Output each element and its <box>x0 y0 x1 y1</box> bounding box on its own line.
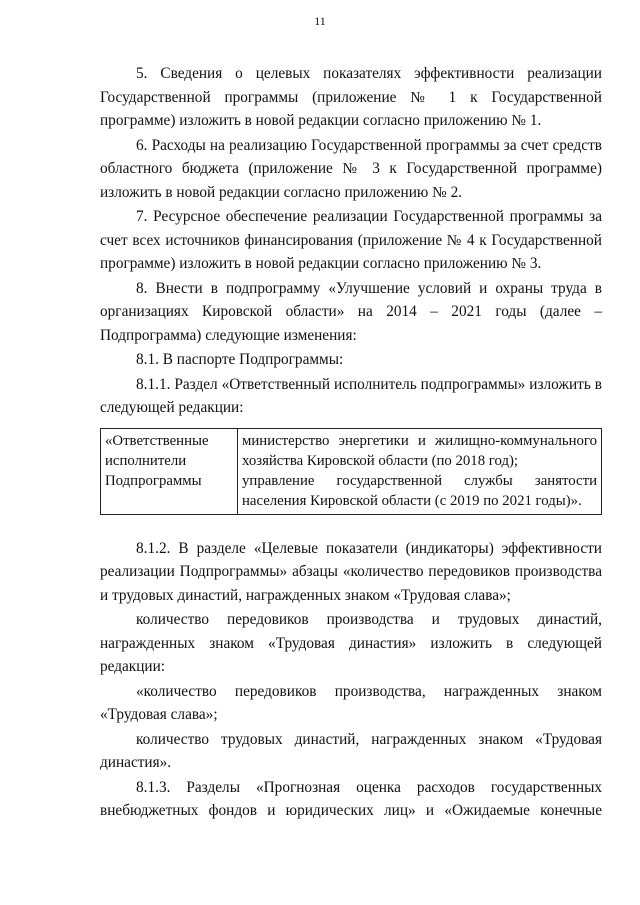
responsible-executor-table <box>100 428 602 515</box>
table-value-line: управление государственной службы занятости <box>242 472 597 489</box>
paragraph-5: 5. Сведения о целевых показателях эффективности реализации Государственной программы (приложение № 1 к Государственной программе) изложить в новой редакции согласно приложению № 1. <box>100 65 602 129</box>
paragraph-6: 6. Расходы на реализацию Государственной программы за счет средств областного бюджета (приложение № 3 к Государственной программе) изложить в новой редакции согласно приложению № 2. <box>100 136 602 201</box>
table-cell-label <box>101 428 238 514</box>
table-row <box>101 428 602 514</box>
table-label-line: исполнители <box>105 452 187 469</box>
page-number: 11 <box>314 14 326 28</box>
paragraph-quote-2: «количество передовиков производства, награжденных знаком «Трудовая слава»; <box>100 682 602 723</box>
document-body <box>100 62 602 824</box>
table-value-line: министерство энергетики и жилищно-коммунального <box>242 432 597 449</box>
table-value-line: населения Кировской области (с 2019 по 2021 годы)». <box>242 492 582 509</box>
paragraph-7: 7. Ресурсное обеспечение реализации Государственной программы за счет всех источников финансирования (приложение № 4 к Государственной программе) изложить в новой редакции согласно приложению № 3. <box>100 208 602 272</box>
paragraph-8-1-3: 8.1.3. Разделы «Прогнозная оценка расходов государственных внебюджетных фондов и юридических лиц» и «Ожидаемые конечные <box>100 778 602 819</box>
paragraph-quote-3: количество трудовых династий, награжденных знаком «Трудовая династия». <box>100 730 602 771</box>
table-value-line: хозяйства Кировской области (по 2018 год); <box>242 452 519 469</box>
table-label-line: «Ответственные <box>105 432 209 449</box>
table-cell-value <box>238 428 602 514</box>
paragraph-8: 8. Внести в подпрограмму «Улучшение условий и охраны труда в организациях Кировской области» на 2014 – 2021 годы (далее – Подпрограмма) следующие изменения: <box>100 279 602 344</box>
paragraph-8-1: 8.1. В паспорте Подпрограммы: <box>136 351 344 368</box>
paragraph-quote-1: количество передовиков производства и трудовых династий, награжденных знаком «Трудовая династия» изложить в следующей редакции: <box>100 611 602 675</box>
paragraph-8-1-2: 8.1.2. В разделе «Целевые показатели (индикаторы) эффективности реализации Подпрограммы» абзацы «количество передовиков производства и трудовых династий, награжденных знаком «Трудовая слава»; <box>100 539 602 604</box>
paragraph-8-1-1: 8.1.1. Раздел «Ответственный исполнитель подпрограммы» изложить в следующей редакции: <box>100 375 602 416</box>
table-label-line: Подпрограммы <box>105 472 202 489</box>
